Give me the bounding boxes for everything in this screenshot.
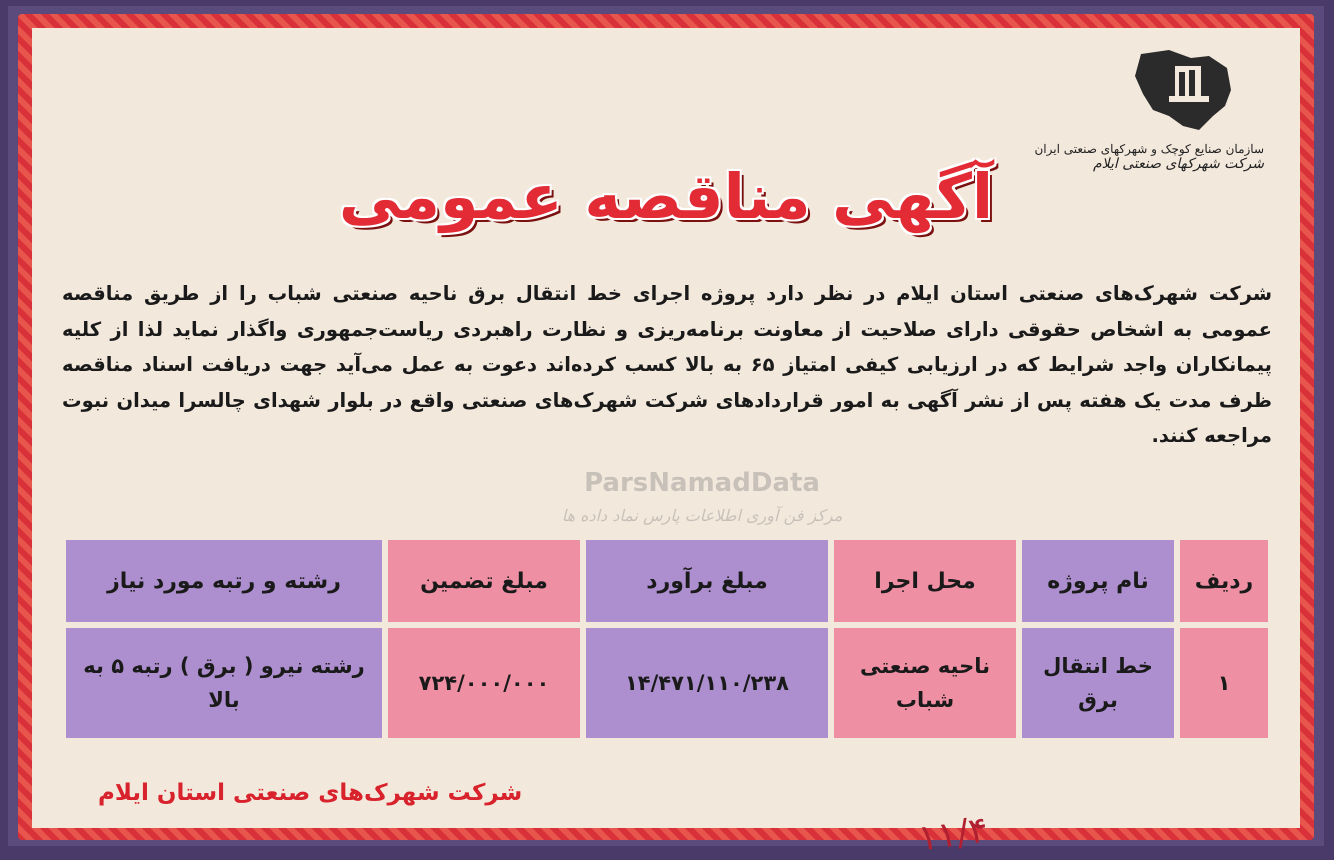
cell-estimate: ۱۴/۴۷۱/۱۱۰/۲۳۸	[586, 628, 828, 738]
watermark-caption: مرکز فن آوری اطلاعات پارس نماد داده ها	[561, 506, 843, 525]
header-row-number: ردیف	[1180, 540, 1268, 622]
announcement-paper	[32, 28, 1300, 860]
header-estimate: مبلغ برآورد	[586, 540, 828, 622]
announcement-title: آگهی مناقصه عمومی	[338, 160, 994, 233]
cell-project-name: خط انتقال برق	[1022, 628, 1174, 738]
cell-guarantee: ۷۲۴/۰۰۰/۰۰۰	[388, 628, 580, 738]
iran-map-factory-icon	[1129, 46, 1239, 138]
logo-company-name: شرکت شهرکهای صنعتی ایلام	[1092, 156, 1264, 172]
table-header-row	[66, 540, 1268, 622]
logo-org-name: سازمان صنایع کوچک و شهرکهای صنعتی ایران	[1034, 142, 1264, 156]
header-guarantee: مبلغ تضمین	[388, 540, 580, 622]
cell-row-number: ۱	[1180, 628, 1268, 738]
table-row	[66, 628, 1268, 738]
header-location: محل اجرا	[834, 540, 1016, 622]
watermark-brand: ParsNamadData	[584, 468, 820, 498]
handwritten-note: ۱۱/۴	[915, 809, 991, 860]
header-project-name: نام پروژه	[1022, 540, 1174, 622]
announcement-body: شرکت شهرک‌های صنعتی استان ایلام در نظر دارد پروژه اجرای خط انتقال برق ناحیه صنعتی شباب را از طریق مناقصه عمومی به اشخاص حقوقی دارای صلاحیت از معاونت برنامه‌ریزی و نظارت راهبردی ریاست‌جمهوری واگذار نماید لذا از کلیه پیمانکاران واجد شرایط که در ارزیابی کیفی امتیاز ۶۵ به بالا کسب کرده‌اند دعوت به عمل می‌آید جهت دریافت اسناد مناقصه ظرف مدت یک هفته پس از نشر آگهی به امور قراردادهای شرکت شهرک‌های صنعتی واقع در بلوار شهدای چالسرا میدان نبوت مراجعه کنند.	[62, 282, 1273, 447]
header-required-field: رشته و رتبه مورد نیاز	[66, 540, 382, 622]
tender-table	[60, 534, 1274, 744]
footer-company-signature: شرکت شهرک‌های صنعتی استان ایلام	[98, 780, 523, 806]
cell-location: ناحیه صنعتی شباب	[834, 628, 1016, 738]
cell-required-field: رشته نیرو ( برق ) رتبه ۵ به بالا	[66, 628, 382, 738]
